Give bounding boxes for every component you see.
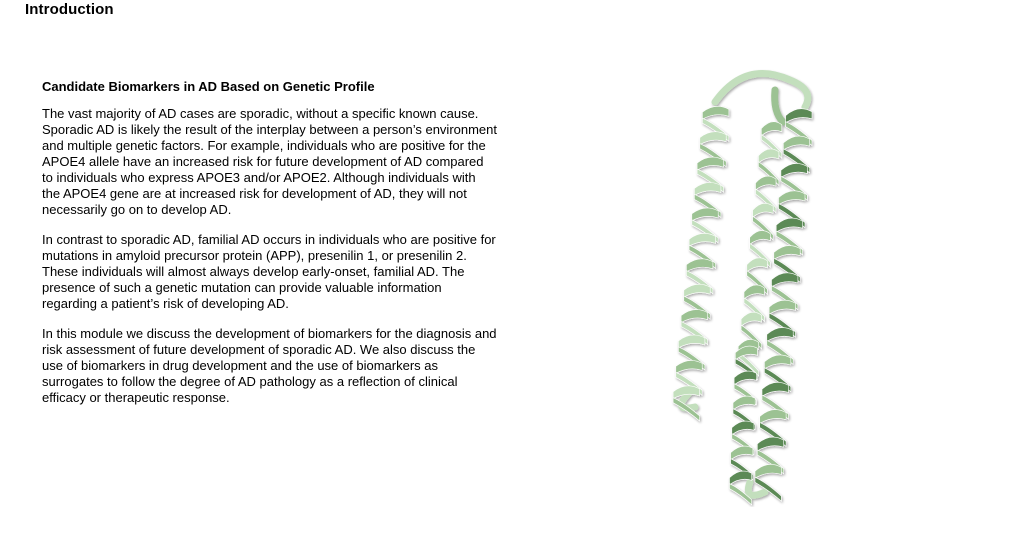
helix-center-turn [741, 312, 762, 326]
page-title: Introduction [25, 1, 114, 18]
helix-center-turn [758, 149, 779, 163]
helix-center-turn [747, 258, 768, 272]
helix-right-turn [767, 328, 793, 342]
helix-center-turn [744, 285, 765, 299]
helix-center-turn [756, 176, 777, 190]
helix-left-turn [684, 284, 710, 297]
helix-right-turn [786, 109, 812, 123]
helix-right-turn [762, 382, 789, 396]
protein-structure-figure [655, 62, 845, 507]
section-heading: Candidate Biomarkers in AD Based on Genetic Profile [42, 79, 375, 94]
protein-ribbon-icon [655, 62, 845, 507]
helix-left-turn [676, 360, 702, 373]
helix-left-turn [689, 233, 716, 246]
helix-left-turn [700, 132, 726, 145]
helix-right-turn [764, 355, 790, 369]
paragraph-module-overview: In this module we discuss the development of biomarkers for the diagnosis and risk assessment of future development of sporadic AD. We also discuss the use of biomarkers in drug development and the use of biomarkers as surrogates to follow the degree of AD pathology as a reflection of clinical efficacy or therapeutic response. [42, 326, 497, 405]
helix-left-turn [692, 208, 718, 221]
helix-right-turn [769, 300, 795, 314]
helix-right-turn [783, 136, 809, 150]
helix-right-turn [755, 464, 781, 478]
helix-center-turn [753, 203, 774, 217]
helix-center-lower-turn [731, 446, 753, 460]
loop-top [715, 74, 808, 107]
content-section [42, 79, 497, 420]
helix-center-turn [761, 122, 782, 136]
helix-right-turn [776, 218, 802, 232]
helix-left-turn [694, 183, 721, 196]
helix-right-turn [779, 191, 806, 205]
helix-left-turn [681, 310, 708, 323]
helix-right-turn [760, 410, 786, 424]
helix-right-turn [774, 246, 800, 260]
helix-center-lower-turn [733, 396, 755, 410]
helix-left-turn [697, 157, 724, 170]
helix-right-turn [781, 163, 807, 177]
helix-left-turn [686, 259, 713, 272]
paragraph-sporadic-ad: The vast majority of AD cases are sporadic, without a specific known cause. Sporadic AD is likely the result of the interplay between a person’s environment and multiple genetic factors. For example, individuals who are positive for the APOE4 allele have an increased risk for future development of AD compared to individuals who express APOE3 and/or APOE2. Although individuals with the APOE4 gene are at increased risk for development of AD, they will not necessarily go on to develop AD. [42, 106, 498, 217]
helix-left-turn [678, 335, 705, 348]
helix-center-turn [750, 231, 771, 245]
helix-center-lower-turn [732, 421, 754, 435]
helix-left-turn [702, 106, 729, 119]
helix-right-turn [772, 273, 798, 287]
loop-top-inner [775, 90, 783, 122]
paragraph-familial-ad: In contrast to sporadic AD, familial AD occurs in individuals who are positive for mutations in amyloid precursor protein (APP), presenilin 1, or presenilin 2. These individuals will almost always develop early-onset, familial AD. The presence of such a genetic mutation can provide valuable information regarding a patient’s risk of developing AD. [42, 232, 496, 311]
helix-right-turn [757, 437, 783, 451]
helix-center-lower-turn [734, 371, 756, 385]
